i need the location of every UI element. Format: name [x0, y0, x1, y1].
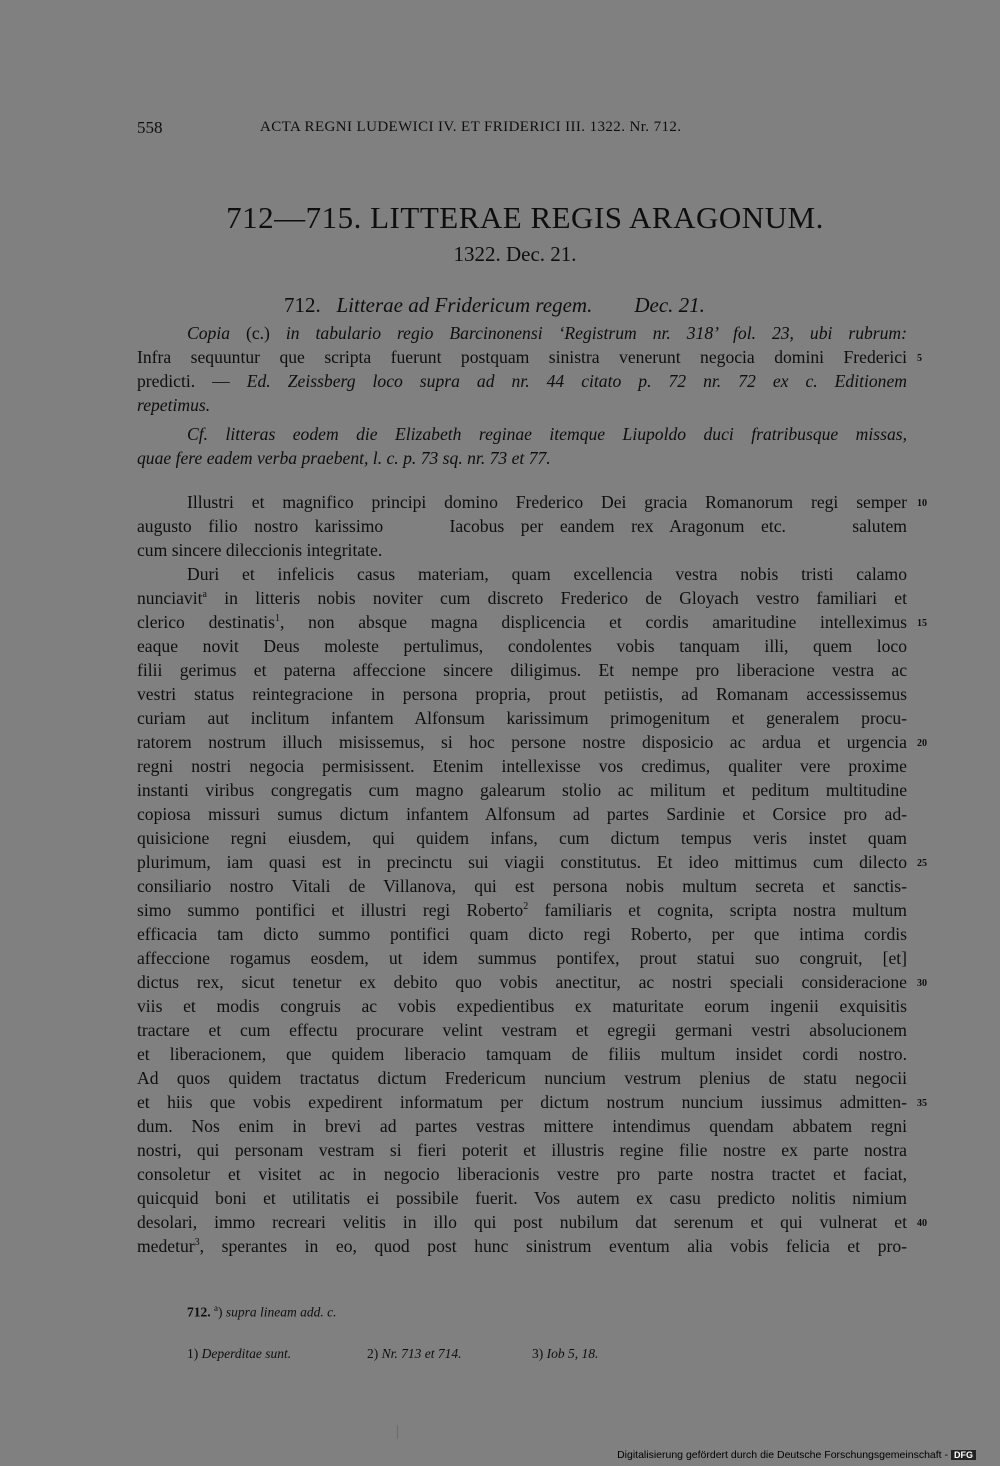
document-heading [284, 293, 705, 318]
document-date: Dec. 21. [634, 293, 705, 317]
document-number: 712. [284, 293, 321, 317]
text-line: nunciavit$^a$ in litteris nobis noviter cum discreto Frederico de Gloyach vestro familiari et [137, 588, 907, 608]
text-line: curiam aut inclitum infantem Alfonsum karissimum primogenitum et generalem procu- [137, 708, 907, 728]
line-number: 35 [917, 1098, 927, 1109]
text-line: efficacia tam dicto summo pontifici quam dicto regi Roberto, per que intima cordis [137, 924, 907, 944]
text-line: Ad quos quidem tractatus dictum Fredericum nuncium vestrum plenius de statu negocii [137, 1068, 907, 1088]
text-line: augusto filio nostro karissimo Iacobus per eandem rex Aragonum etc. salutem [137, 516, 907, 536]
text-line: eaque novit Deus moleste pertulimus, condolentes vobis tanquam illi, quem loco [137, 636, 907, 656]
text-line: dum. Nos enim in brevi ad partes vestras mittere intendimus quendam abbatem regni [137, 1116, 907, 1136]
digitization-credit [617, 1449, 976, 1461]
text-line: viis et modis congruis ac vobis expedientibus ex maturitate eorum ingenii exquisitis [137, 996, 907, 1016]
text-line: Duri et infelicis casus materiam, quam excellencia vestra nobis tristi calamo [187, 564, 907, 584]
running-head: ACTA REGNI LUDEWICI IV. ET FRIDERICI III. 1322. Nr. 712. [260, 119, 682, 135]
critical-apparatus: 712. $^a$) supra lineam add. c. [187, 1303, 337, 1320]
text-line: copiosa missuri sumus dictum infantem Alfonsum ad partes Sardinie et Corsice pro ad- [137, 804, 907, 824]
line-number: 5 [917, 353, 922, 364]
document-title: Litterae ad Fridericum regem. [336, 293, 593, 317]
text-line: Cf. litteras eodem die Elizabeth reginae itemque Liupoldo duci fratribusque missas, [187, 424, 907, 444]
credit-text: Digitalisierung gefördert durch die Deutsche Forschungsgemeinschaft - [617, 1449, 948, 1461]
text-line: consiliario nostro Vitali de Villanova, qui est persona nobis multum secreta et sanctis- [137, 876, 907, 896]
line-number: 40 [917, 1218, 927, 1229]
text-line: Infra sequuntur que scripta fuerunt postquam sinistra venerunt negocia domini Frederici [137, 347, 907, 367]
text-line: plurimum, iam quasi est in precinctu sui viagii constitutus. Et ideo mittimus cum dilecto [137, 852, 907, 872]
footnote: 1) Deperditae sunt. [187, 1346, 292, 1361]
line-number: 15 [917, 618, 927, 629]
footnote: 3) Iob 5, 18. [532, 1346, 599, 1361]
text-line: instanti viribus congregatis cum magno galearum stolio ac militum et peditum multitudine [137, 780, 907, 800]
text-line: vestri status reintegracione in persona propria, prout petiistis, ad Romanam accessissemus [137, 684, 907, 704]
section-title: 712—715. LITTERAE REGIS ARAGONUM. [226, 200, 824, 235]
text-line: quae fere eadem verba praebent, l. c. p. 73 sq. nr. 73 et 77. [137, 448, 551, 468]
text-line: quicquid boni et utilitatis ei possibile fuerit. Vos autem ex casu predicto nolitis nimium [137, 1188, 907, 1208]
text-line: repetimus. [137, 395, 211, 415]
text-line: et hiis que vobis expedirent informatum per dictum nostrum nuncium iussimus admitten- [137, 1092, 907, 1112]
text-line: Illustri et magnifico principi domino Frederico Dei gracia Romanorum regi semper [187, 492, 907, 512]
text-line: consoletur et visitet ac in negocio liberacionis vestre pro parte nostra tractet et faciat, [137, 1164, 907, 1184]
text-line: Copia (c.) in tabulario regio Barcinonensi ‘Registrum nr. 318’ fol. 23, ubi rubrum: [187, 323, 907, 343]
text-line: medetur$^3$, sperantes in eo, quod post hunc sinistrum eventum alia vobis felicia et pro- [137, 1236, 907, 1256]
text-line: ratorem nostrum illuch misissemus, si hoc persone nostre disposicio ac ardua et urgencia [137, 732, 907, 752]
text-line: predicti. — Ed. Zeissberg loco supra ad nr. 44 citato p. 72 nr. 72 ex c. Editionem [137, 371, 907, 391]
line-number: 20 [917, 738, 927, 749]
footnote: 2) Nr. 713 et 714. [367, 1346, 462, 1361]
section-date: 1322. Dec. 21. [453, 242, 577, 266]
text-line: nostri, qui personam vestram si fieri poterit et illustris regine filie nostre ex parte nostra [137, 1140, 907, 1160]
text-line: clerico destinatis$^1$, non absque magna displicencia et cordis amaritudine intelleximus [137, 612, 907, 632]
line-number: 30 [917, 978, 927, 989]
text-line: desolari, immo recreari velitis in illo qui post nubilum dat serenum et qui vulnerat et [137, 1212, 907, 1232]
text-line: affeccione rogamus eosdem, ut idem summus pontifex, prout statui suo congruit, [et] [137, 948, 907, 968]
text-line: filii gerimus et paterna affeccione sincere diligimus. Et nempe pro liberacione vestra ac [137, 660, 907, 680]
line-number: 10 [917, 498, 927, 509]
text-line: tractare et cum effectu procurare velint vestram et egregii germani vestri absolucionem [137, 1020, 907, 1040]
line-number: 25 [917, 858, 927, 869]
page-number: 558 [137, 118, 163, 137]
text-line: simo summo pontifici et illustri regi Roberto$^2$ familiaris et cognita, scripta nostra multum [137, 900, 907, 920]
text-line: regni nostri negocia permisissent. Etenim intellexisse vos credimus, qualiter vere proxime [137, 756, 907, 776]
text-line: et liberacionem, que quidem liberacio tamquam de filiis multum insidet cordi nostro. [137, 1044, 907, 1064]
text-line: dictus rex, sicut tenetur ex debito quo vobis anectitur, ac nostri speciali consideracione [137, 972, 907, 992]
text-line: quisicione regni eiusdem, qui quidem infans, cum dictum tempus veris instet quam [137, 828, 907, 848]
dfg-logo: DFG [951, 1450, 976, 1460]
scan-artifact-tick [397, 1425, 398, 1439]
text-line: cum sincere dileccionis integritate. [137, 540, 383, 560]
